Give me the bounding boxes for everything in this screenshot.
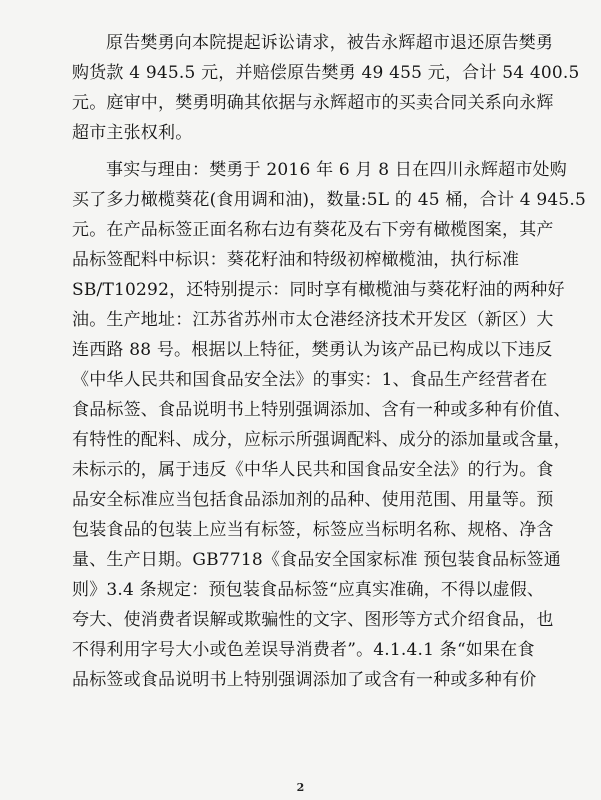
text-line: 未标示的，属于违反《中华人民共和国食品安全法》的行为。食 bbox=[72, 460, 554, 480]
text-line: 元。在产品标签正面名称右边有葵花及右下旁有橄榄图案，其产 bbox=[72, 220, 554, 240]
text-line: 夸大、使消费者误解或欺骗性的文字、图形等方式介绍食品，也 bbox=[72, 610, 554, 630]
text-line: SB/T10292，还特别提示：同时享有橄榄油与葵花籽油的两种好 bbox=[72, 280, 565, 300]
text-line: 品安全标准应当包括食品添加剂的品种、使用范围、用量等。预 bbox=[72, 490, 554, 510]
text-line: 品标签或食品说明书上特别强调添加了或含有一种或多种有价 bbox=[72, 670, 537, 690]
text-line: 有特性的配料、成分，应标示所强调配料、成分的添加量或含量， bbox=[72, 430, 571, 450]
text-line: 《中华人民共和国食品安全法》的事实：1、食品生产经营者在 bbox=[72, 370, 548, 390]
text-line: 食品标签、食品说明书上特别强调添加、含有一种或多种有价值、 bbox=[72, 400, 571, 420]
text-line: 事实与理由：樊勇于 2016 年 6 月 8 日在四川永辉超市处购 bbox=[106, 160, 567, 180]
text-line: 买了多力橄榄葵花(食用调和油)，数量:5L 的 45 桶，合计 4 945.5 bbox=[72, 190, 587, 210]
document-body bbox=[72, 28, 587, 695]
text-line: 油。生产地址：江苏省苏州市太仓港经济技术开发区（新区）大 bbox=[72, 310, 554, 330]
paragraph-facts-and-reasons bbox=[72, 155, 587, 695]
text-line: 包装食品的包装上应当有标签，标签应当标明名称、规格、净含 bbox=[72, 520, 554, 540]
paragraph-claims bbox=[72, 28, 580, 148]
text-line: 原告樊勇向本院提起诉讼请求，被告永辉超市退还原告樊勇 bbox=[106, 33, 554, 53]
text-line: 元。庭审中，樊勇明确其依据与永辉超市的买卖合同关系向永辉 bbox=[72, 93, 554, 113]
text-line: 则》3.4 条规定：预包装食品标签“应真实准确，不得以虚假、 bbox=[72, 580, 545, 600]
text-line: 不得利用字号大小或色差误导消费者”。4.1.4.1 条“如果在食 bbox=[72, 640, 535, 660]
page-number: 2 bbox=[296, 781, 305, 794]
text-line: 连西路 88 号。根据以上特征，樊勇认为该产品已构成以下违反 bbox=[72, 340, 553, 360]
text-line: 品标签配料中标识：葵花籽油和特级初榨橄榄油，执行标准 bbox=[72, 250, 520, 270]
text-line: 超市主张权利。 bbox=[72, 123, 193, 143]
text-line: 量、生产日期。GB7718《食品安全国家标准 预包装食品标签通 bbox=[72, 550, 561, 570]
text-line: 购货款 4 945.5 元，并赔偿原告樊勇 49 455 元，合计 54 400.5 bbox=[72, 63, 580, 83]
paragraph-gap bbox=[72, 148, 558, 155]
